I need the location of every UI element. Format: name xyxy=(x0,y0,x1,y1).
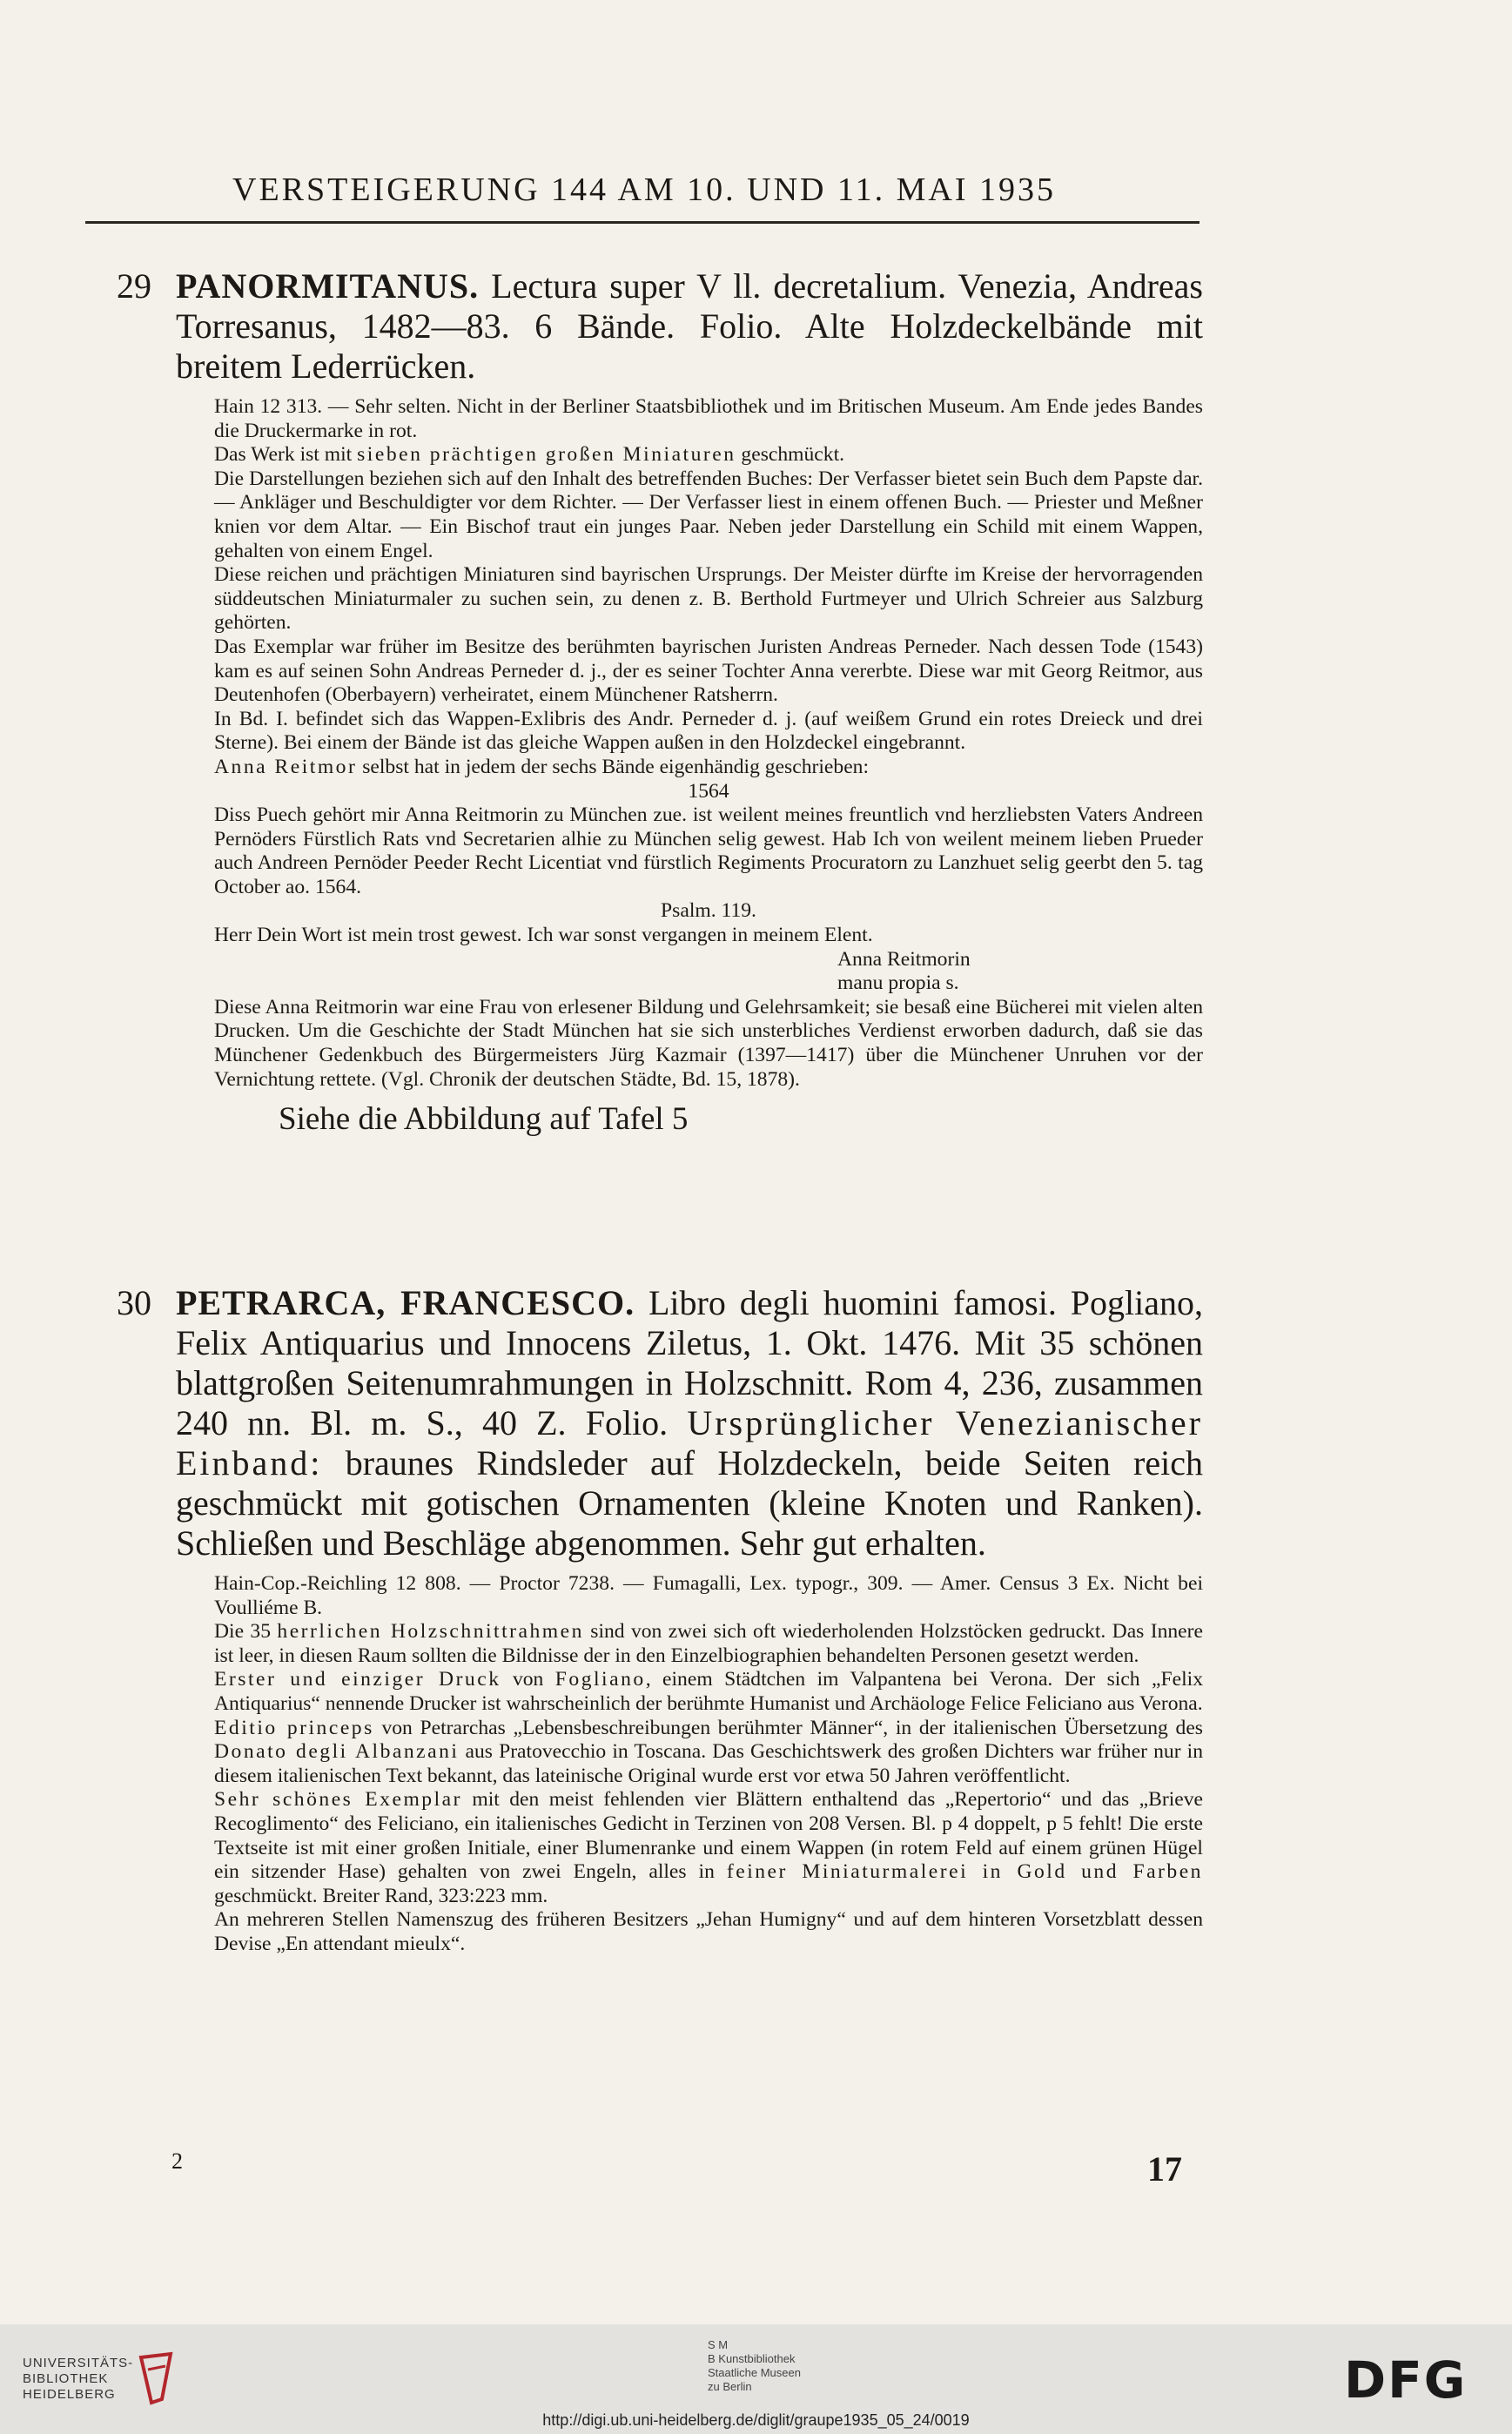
logo-line: HEIDELBERG xyxy=(23,2387,116,2402)
note: Das Exemplar war früher im Besitze des berühmten bayrischen Juristen Andreas Perneder. Nach dessen Tode (1543) kam es auf seinen Sohn Andreas Perneder d. j., der es seiner Tochter Anna vererbte. Diese war mit Georg Reitmor, aus Deutenhofen (Oberbayern) verheiratet, einem Münchener Ratsherrn. xyxy=(214,635,1203,707)
entry-main-text xyxy=(176,1283,1203,1563)
note: In Bd. I. befindet sich das Wappen-Exlibris des Andr. Perneder d. j. (auf weißem Grund ein rotes Dreieck und drei Sterne). Bei einem der Bände ist das gleiche Wappen außen in den Holzdeckel eingebrannt. xyxy=(214,707,1203,755)
logo-line: BIBLIOTHEK xyxy=(23,2371,109,2386)
note: Hain 12 313. — Sehr selten. Nicht in der Berliner Staatsbibliothek und im Britischen Museum. Am Ende jedes Bandes die Druckermarke in rot. xyxy=(214,395,1203,442)
note-text: geschmückt. Breiter Rand, 323:223 mm. xyxy=(214,1884,548,1907)
note-text: Die 35 xyxy=(214,1620,278,1644)
page-header-title: VERSTEIGERUNG 144 AM 10. UND 11. MAI 1935 xyxy=(232,171,1056,208)
entry-30 xyxy=(117,1283,1204,1957)
note-year: 1564 xyxy=(688,779,729,803)
entry-description: Lectura super V ll. decretalium. Venezia, Andreas Torresanus, 1482—83. 6 Bände. Folio. Alte Holzdeckelbände mit breitem Lederrücken. xyxy=(176,266,1203,386)
entry-number: 30 xyxy=(117,1283,151,1322)
entry-author: PANORMITANUS. xyxy=(176,266,480,306)
note-emphasis: Editio princeps xyxy=(214,1716,374,1739)
stamp-line: B Kunstbibliothek xyxy=(708,2352,796,2365)
note-emphasis: Erster und einziger Druck xyxy=(214,1668,501,1691)
note-text: mit den meist fehlenden vier Blättern enthaltend das „Repertorio“ und das „Brieve Recoglimento“ des Feliciano, ein italienisches Gedicht in Terzinen von 208 Versen. Bl. p 4 doppelt, p 5 fehlt! Die erste Textseite ist mit einer großen Initiale, einer Blumenranke und einem Wappen (in rotem Feld auf einem grünen Hügel ein sitzender Hase) gehalten von zwei Engeln, alles in xyxy=(214,1788,1203,1884)
page-number: 17 xyxy=(1147,2149,1182,2189)
entry-notes xyxy=(214,1572,1203,1957)
entry-description: Libro degli huomini famosi. Pogliano, Felix Antiquarius und Innocens Ziletus, 1. Okt. 1476. Mit 35 schönen blattgroßen Seitenumrahmungen in Holzschnitt. Rom 4, 236, zusammen 240 nn. Bl. m. S., 40 Z. Folio. xyxy=(176,1283,1203,1442)
stamp-line: Staatliche Museen xyxy=(708,2366,801,2379)
note-text: aus Pratovecchio in Toscana. Das Geschichtswerk des großen Dichters war früher nur in diesem italienischen Text bekannt, das lateinische Original wurde erst vor etwa 50 Jahren veröffentlicht. xyxy=(214,1740,1203,1787)
note-text: sind von zwei sich oft wiederholenden Holzstöcken gedruckt. Das Innere ist leer, in diesen Raum sollten die Bildnisse der in den Einzelbiographien behandelten Personen gesetzt werden. xyxy=(214,1620,1203,1667)
note-text: geschmückt. xyxy=(736,443,845,467)
note: Diese reichen und prächtigen Miniaturen sind bayrischen Ursprungs. Der Meister dürfte im Kreise der hervorragenden süddeutschen Miniaturmaler zu suchen sein, zu denen z. B. Berthold Furtmeyer und Ulrich Schreier aus Salzburg gehörten. xyxy=(214,563,1203,635)
note-text: von xyxy=(501,1668,555,1691)
note xyxy=(214,1788,1203,1908)
note-inscription: Diss Puech gehört mir Anna Reitmorin zu München zue. ist weilent meines freuntlich vnd herzliebsten Vaters Andreen Pernöders Fürstlich Rats vnd Secretarien alhie zu München selig gewest. Hab Ich von weilent meinem lieben Prueder auch Andreen Pernöder Peeder Recht Licentiat vnd fürstlich Regiments Procuratorn zu Lanzhuet selig geerbt den 5. tag October ao. 1564. xyxy=(214,803,1203,898)
note-emphasis: Donato degli Albanzani xyxy=(214,1740,460,1764)
note-emphasis: sieben prächtigen großen Miniaturen xyxy=(357,443,736,467)
entry-main-text xyxy=(176,266,1203,387)
note: Diese Anna Reitmorin war eine Frau von erlesener Bildung und Gelehrsamkeit; sie besaß eine Bücherei mit vielen alten Drucken. Um die Geschichte der Stadt München hat sie sich unsterbliches Verdienst erworben dadurch, daß sie das Münchener Gedenkbuch des Bürgermeisters Jürg Kazmair (1397—1417) über die Münchener Unruhen vor der Vernichtung rettete. (Vgl. Chronik der deutschen Städte, Bd. 15, 1878). xyxy=(214,995,1203,1091)
note: An mehreren Stellen Namenszug des früheren Besitzers „Jehan Humigny“ und auf dem hinteren Vorsetzblatt dessen Devise „En attendant mieulx“. xyxy=(214,1908,1203,1955)
stamp-line: zu Berlin xyxy=(708,2380,752,2393)
see-plate-reference: Siehe die Abbildung auf Tafel 5 xyxy=(279,1101,689,1138)
note: Die Darstellungen beziehen sich auf den Inhalt des betreffenden Buches: Der Verfasser bietet sein Buch dem Papste dar. — Ankläger und Beschuldigter vor dem Richter. — Der Verfasser liest in einem offenen Buch. — Priester und Meßner knien vor dem Altar. — Ein Bischof traut ein junges Paar. Neben jeder Darstellung ein Schild mit einem Wappen, gehalten von einem Engel. xyxy=(214,467,1203,562)
note-verse: Herr Dein Wort ist mein trost gewest. Ich war sonst vergangen in meinem Elent. xyxy=(214,924,873,947)
note xyxy=(214,1668,1203,1716)
note-text: selbst hat in jedem der sechs Bände eigenhändig geschrieben: xyxy=(357,755,870,778)
note-emphasis: herrlichen Holzschnittrahmen xyxy=(277,1620,584,1644)
dfg-logo[interactable]: DFG xyxy=(1344,2350,1468,2410)
permalink-url[interactable]: http://digi.ub.uni-heidelberg.de/diglit/graupe1935_05_24/0019 xyxy=(542,2411,970,2429)
entry-emphasis: Ursprünglicher Venezianischer Einband: xyxy=(176,1403,1204,1483)
note-emphasis: feiner Miniaturmalerei in Gold und Farben xyxy=(726,1860,1203,1884)
entry-29 xyxy=(117,266,1203,1139)
logo-line: UNIVERSITÄTS- xyxy=(23,2356,134,2370)
viewer-footer xyxy=(0,2324,1512,2434)
note-signature: Anna Reitmorin xyxy=(837,947,971,971)
entry-description: braunes Rindsleder auf Holzdeckeln, beide Seiten reich geschmückt mit gotischen Ornamenten (kleine Knoten und Ranken). Schließen und Beschläge abgenommen. Sehr gut erhalten. xyxy=(176,1443,1203,1563)
note-text: von Petrarchas „Lebensbeschreibungen berühmter Männer“, in der italienischen Übersetzung des xyxy=(373,1716,1203,1739)
note-signature: manu propia s. xyxy=(837,972,959,995)
note-emphasis: Anna Reitmor xyxy=(214,755,358,778)
entry-author: PETRARCA, FRANCESCO. xyxy=(176,1283,635,1322)
stamp-line: S M xyxy=(708,2338,729,2351)
note xyxy=(214,1717,1203,1789)
signature-mark: 2 xyxy=(171,2148,183,2174)
note xyxy=(214,1620,1203,1668)
note: Hain-Cop.-Reichling 12 808. — Proctor 7238. — Fumagalli, Lex. typogr., 309. — Amer. Census 3 Ex. Nicht bei Voulliéme B. xyxy=(214,1572,1203,1619)
note-emphasis: Sehr schönes Exemplar xyxy=(214,1788,462,1812)
header-rule xyxy=(85,221,1200,224)
library-emblem-icon xyxy=(136,2350,178,2406)
note xyxy=(214,756,1203,780)
note-psalm: Psalm. 119. xyxy=(661,899,756,923)
university-library-logo[interactable] xyxy=(23,2356,133,2403)
entry-number: 29 xyxy=(117,266,151,306)
entry-notes xyxy=(214,395,1203,1092)
museum-stamp xyxy=(708,2338,801,2394)
note-emphasis: Fogliano xyxy=(554,1668,646,1691)
note xyxy=(214,443,1203,467)
note-text: , einem Städtchen im Valpantena bei Verona. Der sich „Felix Antiquarius“ nennende Drucker ist wahrscheinlich der berühmte Humanist und Archäologe Felice Feliciano aus Verona. xyxy=(214,1668,1204,1715)
note-text: Das Werk ist mit xyxy=(214,443,358,467)
